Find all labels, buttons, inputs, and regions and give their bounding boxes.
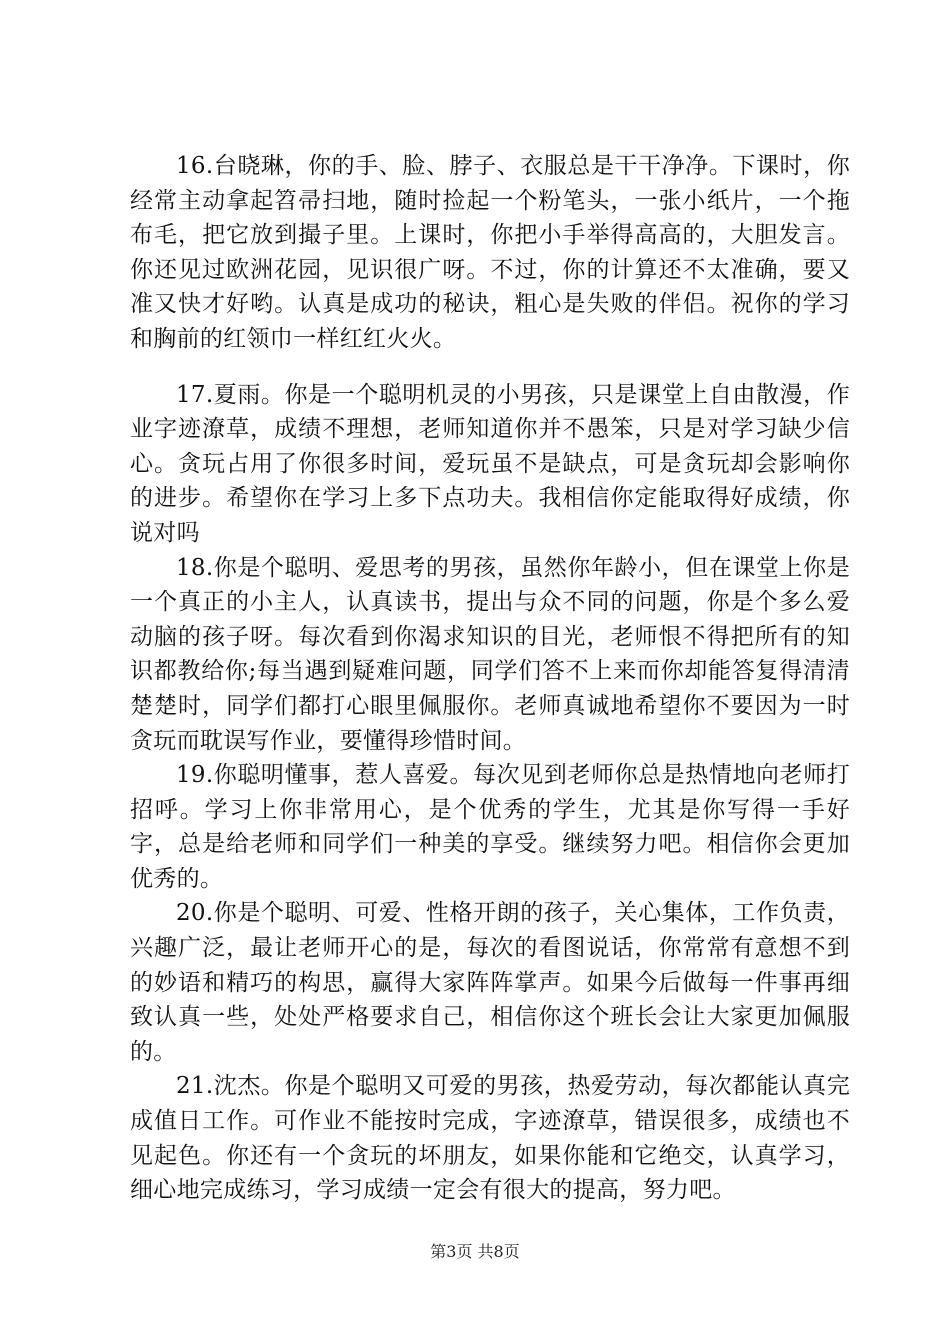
comment-paragraph-16: 16.台晓琳，你的手、脸、脖子、衣服总是干干净净。下课时，你经常主动拿起笤帚扫地，随时捡起一个粉笔头，一张小纸片，一个拖布毛，把它放到撮子里。上课时，你把小手举得高高的，大胆发言。你还见过欧洲花园，见识很广呀。不过，你的计算还不太准确，要又准又快才好哟。认真是成功的秘诀，粗心是失败的伴侣。祝你的学习和胸前的红领巾一样红红火火。 — [130, 153, 850, 352]
comment-paragraph-20: 20.你是个聪明、可爱、性格开朗的孩子，关心集体，工作负责，兴趣广泛，最让老师开心的是，每次的看图说话，你常常有意想不到的妙语和精巧的构思，赢得大家阵阵掌声。如果今后做每一件事再细致认真一些，处处严格要求自己，相信你这个班长会让大家更加佩服的。 — [130, 900, 850, 1065]
comment-paragraph-18: 18.你是个聪明、爱思考的男孩，虽然你年龄小，但在课堂上你是一个真正的小主人，认真读书，提出与众不同的问题，你是个多么爱动脑的孩子呀。每次看到你渴求知识的目光，老师恨不得把所有的知识都教给你;每当遇到疑难问题，同学们答不上来而你却能答复得清清楚楚时，同学们都打心眼里佩服你。老师真诚地希望你不要因为一时贪玩而耽误写作业，要懂得珍惜时间。 — [130, 554, 850, 754]
page-number-footer: 第3页 共8页 — [430, 1242, 520, 1261]
comment-paragraph-21: 21.沈杰。你是个聪明又可爱的男孩，热爱劳动，每次都能认真完成值日工作。可作业不能按时完成，字迹潦草，错误很多，成绩也不见起色。你还有一个贪玩的坏朋友，如果你能和它绝交，认真学习，细心地完成练习，学习成绩一定会有很大的提高，努力吧。 — [130, 1073, 850, 1204]
document-body — [130, 149, 850, 1208]
comment-paragraph-19: 19.你聪明懂事，惹人喜爱。每次见到老师你总是热情地向老师打招呼。学习上你非常用心，是个优秀的学生，尤其是你写得一手好字，总是给老师和同学们一种美的享受。继续努力吧。相信你会更加优秀的。 — [130, 762, 850, 892]
comment-paragraph-17: 17.夏雨。你是一个聪明机灵的小男孩，只是课堂上自由散漫，作业字迹潦草，成绩不理想，老师知道你并不愚笨，只是对学习缺少信心。贪玩占用了你很多时间，爱玩虽不是缺点，可是贪玩却会影响你的进步。希望你在学习上多下点功夫。我相信你定能取得好成绩，你说对吗 — [130, 381, 850, 546]
